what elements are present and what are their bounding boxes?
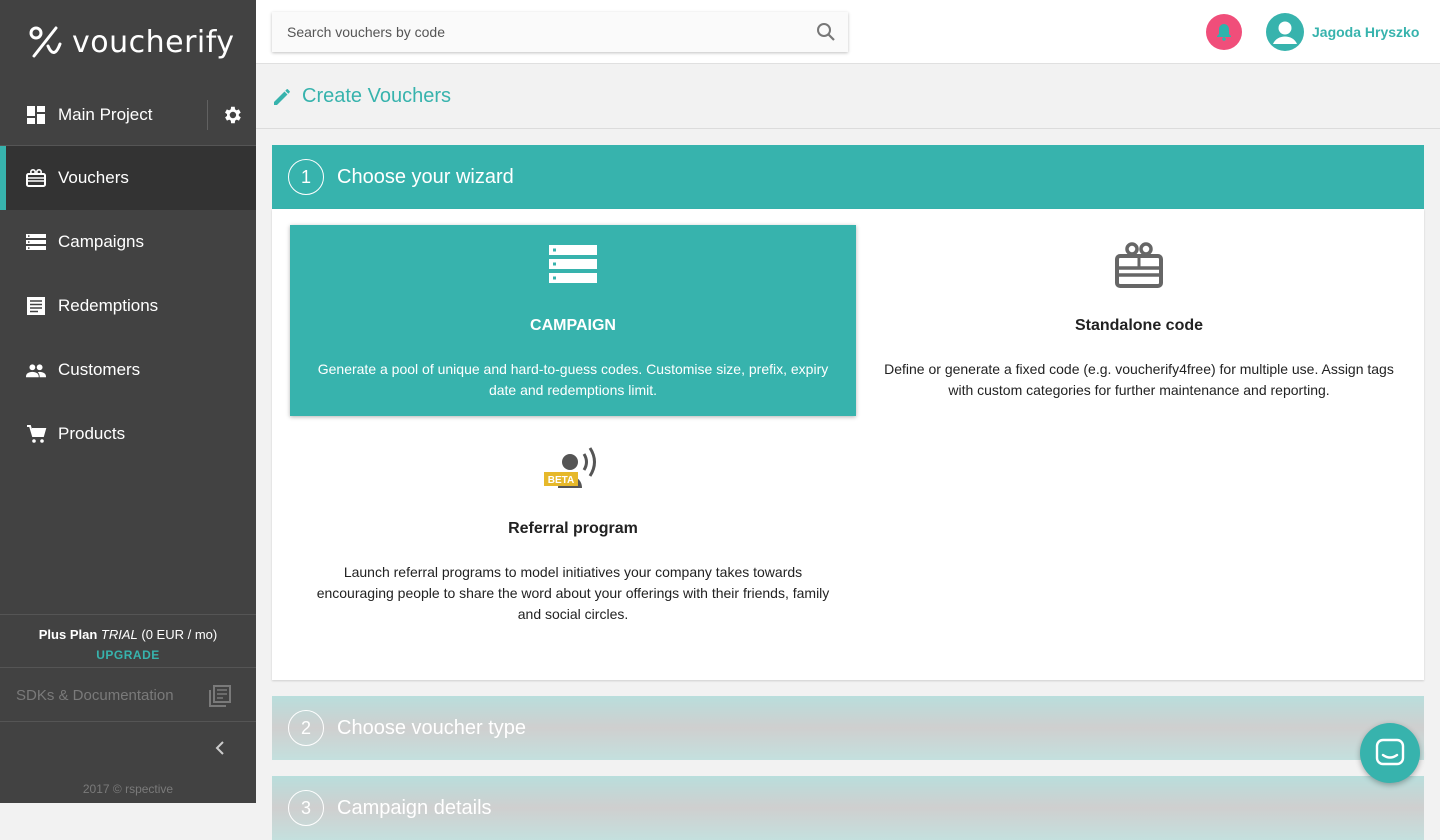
project-row bbox=[0, 84, 256, 146]
pencil-icon bbox=[272, 87, 292, 107]
avatar bbox=[1266, 13, 1304, 51]
step-body bbox=[272, 209, 1424, 680]
receipt-icon bbox=[26, 296, 46, 316]
copyright: 2017 © rspective bbox=[82, 782, 174, 796]
sidebar-item-redemptions[interactable] bbox=[0, 274, 256, 338]
upgrade-link[interactable]: UPGRADE bbox=[96, 648, 160, 662]
search-box bbox=[272, 12, 848, 52]
logo[interactable] bbox=[0, 0, 256, 84]
sidebar-item-vouchers[interactable] bbox=[0, 146, 256, 210]
step-header[interactable] bbox=[272, 145, 1424, 209]
search-input[interactable] bbox=[287, 24, 807, 40]
card-title: Standalone code bbox=[1074, 317, 1204, 334]
plan-summary bbox=[0, 627, 256, 642]
search-icon[interactable] bbox=[816, 22, 836, 42]
logo-text: voucherify bbox=[72, 24, 235, 60]
card-icon-wrap bbox=[290, 442, 856, 494]
campaign-icon bbox=[549, 245, 597, 285]
sidebar-item-label: Products bbox=[58, 424, 126, 443]
step-title: Campaign details bbox=[337, 796, 492, 819]
step-header[interactable] bbox=[272, 776, 1424, 840]
page-title: Create Vouchers bbox=[302, 85, 451, 107]
user-icon bbox=[1266, 13, 1304, 51]
gear-icon bbox=[221, 104, 243, 126]
wizard-option-standalone-code[interactable] bbox=[856, 225, 1422, 416]
card-icon-wrap bbox=[290, 239, 856, 291]
chat-widget-button[interactable] bbox=[1360, 723, 1420, 783]
step-number: 2 bbox=[288, 710, 324, 746]
sdk-docs-link[interactable] bbox=[0, 669, 256, 722]
wizard-option-referral-program[interactable] bbox=[290, 428, 856, 658]
logo-percent-icon bbox=[28, 24, 64, 60]
plan-box bbox=[0, 614, 256, 668]
card-description: Generate a pool of unique and hard-to-guess codes. Customise size, prefix, expiry date and redemptions limit. bbox=[317, 361, 829, 398]
campaigns-icon bbox=[26, 232, 46, 252]
card-title: Referral program bbox=[508, 520, 638, 537]
wizard-option-campaign[interactable] bbox=[290, 225, 856, 416]
wizard-step-2 bbox=[272, 696, 1424, 760]
wizard-step-3 bbox=[272, 776, 1424, 819]
wizard-step-1 bbox=[272, 145, 1424, 680]
card-title: CAMPAIGN bbox=[530, 317, 616, 334]
project-label: Main Project bbox=[58, 104, 153, 124]
page-header bbox=[256, 65, 1440, 129]
plan-trial: TRIAL bbox=[100, 627, 138, 642]
card-description: Define or generate a fixed code (e.g. voucherify4free) for multiple use. Assign tags with custom categories for further maintenance and reporting. bbox=[884, 361, 1394, 398]
voucher-icon bbox=[1115, 242, 1163, 288]
people-icon bbox=[26, 360, 46, 380]
topbar bbox=[256, 0, 1440, 64]
library-books-icon bbox=[209, 685, 231, 707]
card-icon-wrap bbox=[856, 239, 1422, 291]
settings-button[interactable] bbox=[208, 84, 256, 145]
beta-badge: BETA bbox=[547, 475, 575, 486]
chat-icon bbox=[1375, 738, 1405, 768]
sdk-docs-label: SDKs & Documentation bbox=[16, 686, 174, 704]
project-selector[interactable] bbox=[0, 84, 207, 145]
plan-price: (0 EUR / mo) bbox=[141, 627, 218, 642]
sidebar-item-label: Campaigns bbox=[58, 232, 144, 251]
step-title: Choose your wizard bbox=[337, 165, 514, 188]
cart-icon bbox=[26, 424, 46, 444]
sidebar-item-label: Vouchers bbox=[58, 168, 129, 187]
dashboard-icon bbox=[26, 105, 46, 125]
user-name: Jagoda Hryszko bbox=[1312, 24, 1420, 40]
voucher-icon bbox=[26, 168, 46, 188]
sidebar-item-products[interactable] bbox=[0, 402, 256, 466]
notifications-button[interactable] bbox=[1206, 14, 1242, 50]
bell-icon bbox=[1216, 23, 1232, 41]
step-header[interactable] bbox=[272, 696, 1424, 760]
sidebar-item-label: Redemptions bbox=[58, 296, 159, 315]
sidebar-item-label: Customers bbox=[58, 360, 141, 379]
referral-icon bbox=[542, 444, 604, 492]
plan-name: Plus Plan bbox=[38, 627, 98, 642]
sidebar-item-campaigns[interactable] bbox=[0, 210, 256, 274]
card-description: Launch referral programs to model initiatives your company takes towards encouraging people to share the word about your offerings with their friends, family and social circles. bbox=[316, 564, 830, 622]
step-number: 1 bbox=[288, 159, 324, 195]
collapse-sidebar-icon[interactable] bbox=[212, 738, 228, 758]
sidebar bbox=[0, 0, 256, 803]
user-menu[interactable] bbox=[1266, 13, 1419, 51]
step-number: 3 bbox=[288, 790, 324, 826]
sidebar-item-customers[interactable] bbox=[0, 338, 256, 402]
step-title: Choose voucher type bbox=[337, 716, 527, 739]
